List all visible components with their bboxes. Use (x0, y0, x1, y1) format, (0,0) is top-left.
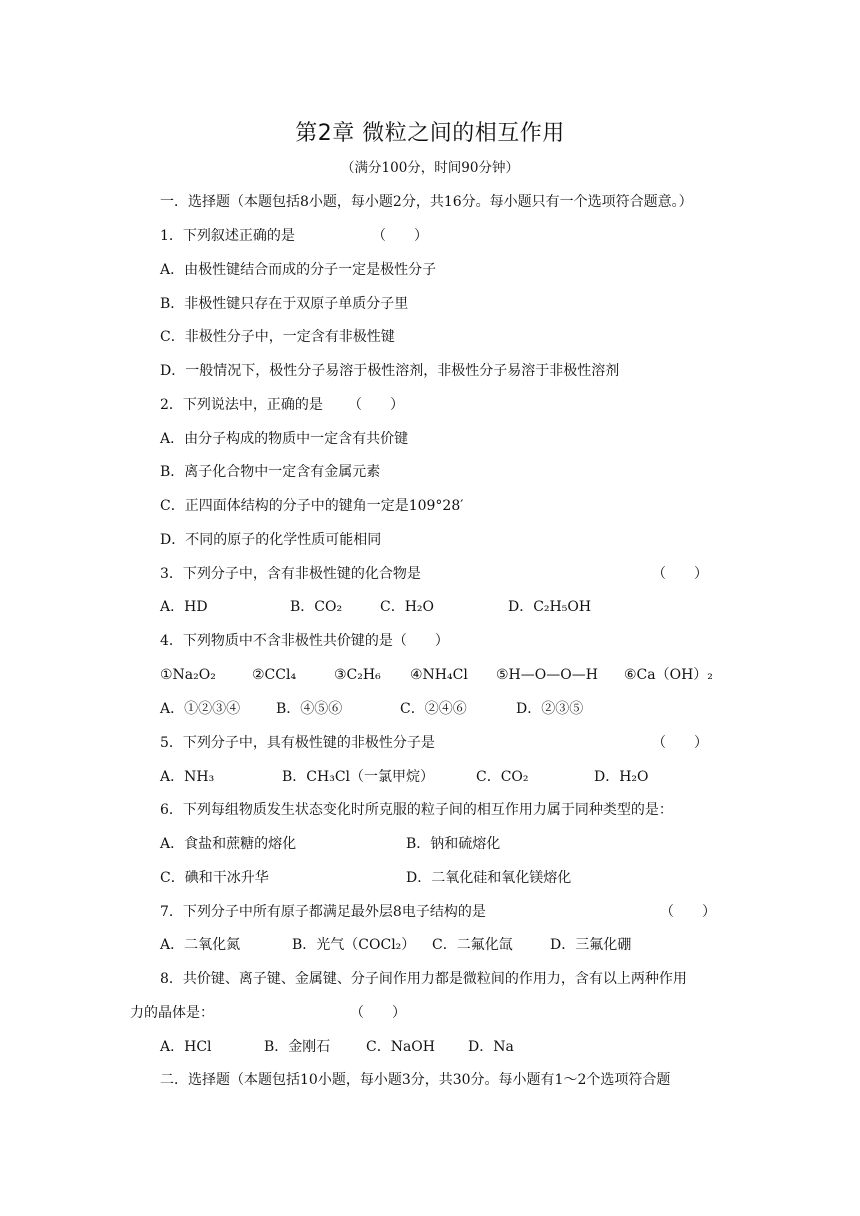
text-segment: D．H₂O (594, 769, 649, 785)
text-segment: B．光气（COCl₂） (292, 937, 416, 953)
text-segment: B．离子化合物中一定含有金属元素 (160, 464, 381, 480)
text-segment: C．②④⑥ (400, 701, 467, 717)
text-segment: B．非极性键只存在于双原子单质分子里 (160, 296, 409, 312)
text-segment: ⑥Ca（OH）₂ (624, 667, 713, 683)
text-segment: 7．下列分子中所有原子都满足最外层8电子结构的是 (160, 904, 486, 920)
text-segment: 2．下列说法中，正确的是 (160, 397, 323, 413)
text-segment: B．钠和硫熔化 (406, 836, 501, 852)
text-segment: A．HCl (160, 1039, 212, 1055)
text-segment: A．HD (160, 599, 208, 615)
text-segment: D．不同的原子的化学性质可能相同 (160, 532, 382, 548)
text-segment: 二．选择题（本题包括10小题，每小题3分，共30分。每小题有1～2个选项符合题 (160, 1072, 671, 1088)
text-segment: （ ） (652, 566, 708, 582)
text-segment: D．②③⑤ (516, 701, 584, 717)
text-segment: 8．共价键、离子键、金属键、分子间作用力都是微粒间的作用力，含有以上两种作用 (160, 971, 687, 987)
text-segment: （ ） (660, 904, 716, 920)
text-segment: D．二氧化硅和氧化镁熔化 (406, 870, 572, 886)
text-segment: D．三氟化硼 (550, 937, 632, 953)
text-segment: （ ） (348, 397, 404, 413)
text-segment: A．食盐和蔗糖的熔化 (160, 836, 297, 852)
text-segment: A．由分子构成的物质中一定含有共价键 (160, 431, 409, 447)
text-segment: A．二氧化氮 (160, 937, 241, 953)
text-segment: C．NaOH (366, 1039, 435, 1055)
text-segment: B．④⑤⑥ (276, 701, 343, 717)
text-segment: A．由极性键结合而成的分子一定是极性分子 (160, 262, 437, 278)
text-segment: B．金刚石 (264, 1039, 331, 1055)
text-segment: 一．选择题（本题包括8小题，每小题2分，共16分。每小题只有一个选项符合题意。） (160, 194, 693, 210)
text-segment: （ ） (652, 735, 708, 751)
text-segment: C．碘和干冰升华 (160, 870, 269, 886)
text-segment: D．Na (468, 1039, 514, 1055)
text-segment: 6．下列每组物质发生状态变化时所克服的粒子间的相互作用力属于同种类型的是： (160, 802, 673, 818)
text-segment: A．①②③④ (160, 701, 241, 717)
text-segment: ④NH₄Cl (410, 667, 468, 683)
text-segment: （ ） (372, 228, 428, 244)
text-segment: B．CH₃Cl（一氯甲烷） (282, 769, 435, 785)
document-title: 第2章 微粒之间的相互作用 (295, 121, 565, 146)
text-segment: C．正四面体结构的分子中的键角一定是109°28′ (160, 498, 464, 514)
text-segment: A．NH₃ (160, 769, 215, 785)
text-segment: D．C₂H₅OH (508, 599, 592, 615)
document-subtitle: （满分100分，时间90分钟） (341, 160, 519, 176)
text-segment: 力的晶体是： (130, 1005, 214, 1021)
text-segment: C．H₂O (380, 599, 435, 615)
text-segment: 1．下列叙述正确的是 (160, 228, 295, 244)
text-segment: C．二氟化氙 (432, 937, 513, 953)
text-segment: ③C₂H₆ (334, 667, 381, 683)
text-segment: 5．下列分子中，具有极性键的非极性分子是 (160, 735, 435, 751)
text-segment: C．非极性分子中，一定含有非极性键 (160, 329, 395, 345)
text-segment: C．CO₂ (476, 769, 529, 785)
text-segment: （ ） (350, 1005, 406, 1021)
text-segment: B．CO₂ (290, 599, 343, 615)
text-segment: ①Na₂O₂ (160, 667, 216, 683)
text-segment: ②CCl₄ (252, 667, 297, 683)
text-segment: 3．下列分子中，含有非极性键的化合物是 (160, 566, 421, 582)
text-segment: ⑤H—O—O—H (496, 667, 598, 683)
text-segment: 4．下列物质中不含非极性共价键的是（ ） (160, 633, 449, 649)
text-segment: D．一般情况下，极性分子易溶于极性溶剂，非极性分子易溶于非极性溶剂 (160, 363, 620, 379)
